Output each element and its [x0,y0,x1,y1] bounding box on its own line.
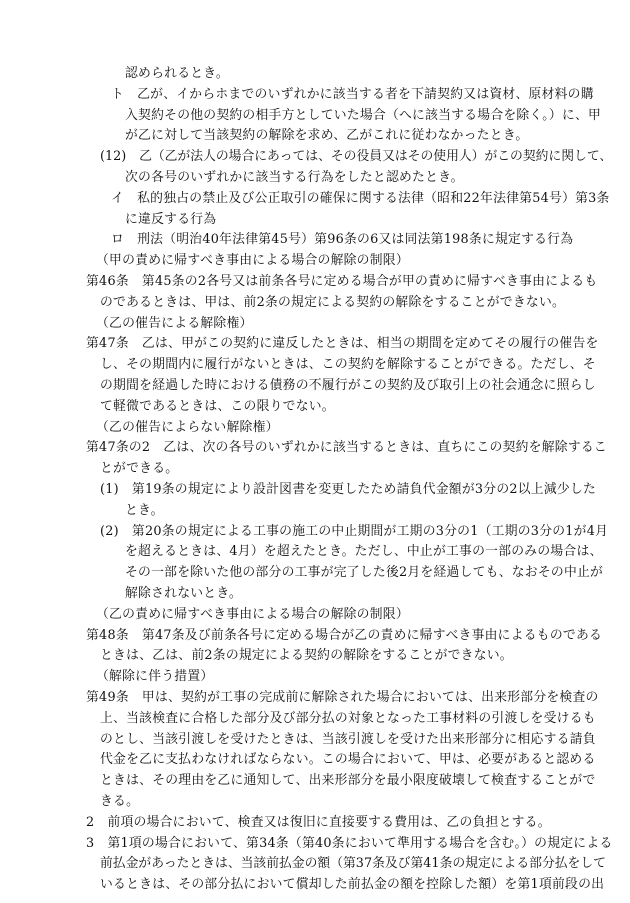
text-line: し、その期間内に履行がないときは、この契約を解除することができる。ただし、そ [100,357,596,373]
text-line: その一部を除いた他の部分の工事が完了した後2月を経過しても、なおその中止が [125,565,604,581]
text-line: ロ 刑法（明治40年法律第45号）第96条の6又は同法第198条に規定する行為 [111,232,574,248]
text-line: ト 乙が、イからホまでのいずれかに該当する者を下請契約又は資材、原材料の購 [111,86,594,102]
text-line: ときは、その理由を乙に通知して、出来形部分を最小限度破壊して検査することがで [100,773,596,789]
text-line: のであるときは、甲は、前2条の規定による契約の解除をすることができない。 [100,294,566,310]
text-line: 前払金があったときは、当該前払金の額（第37条及び第41条の規定による部分払をして [100,856,606,872]
text-line: イ 私的独占の禁止及び公正取引の確保に関する法律（昭和22年法律第54号）第3条 [111,190,610,206]
section-heading: （乙の催告によらない解除権） [96,419,279,435]
text-line: 上、当該検査に合格した部分及び部分払の対象となった工事材料の引渡しを受けるも [100,710,596,726]
text-line: きる。 [100,794,140,809]
section-heading: （乙の催告による解除権） [96,315,253,331]
text-line: の期間を経過した時における債務の不履行がこの契約及び取引上の社会通念に照らし [100,378,596,393]
text-line: 2 前項の場合において、検査又は復旧に直接要する費用は、乙の負担とする。 [86,814,551,830]
section-heading: （甲の責めに帰すべき事由による場合の解除の制限） [96,253,409,269]
text-line: のとし、当該引渡しを受けたときは、当該引渡しを受けた出来形部分に相応する請負 [100,731,596,747]
text-line: 第47条 乙は、甲がこの契約に違反したときは、相当の期間を定めてその履行の催告を [86,336,599,352]
text-line: とき。 [125,502,164,518]
text-line: 代金を乙に支払わなければならない。この場合において、甲は、必要があると認める [100,752,596,768]
text-line: 解除されないとき。 [125,586,242,601]
text-line: 第49条 甲は、契約が工事の完成前に解除された場合においては、出来形部分を検査の [86,690,599,705]
text-line: 入契約その他の契約の相手方としていた場合（へに該当する場合を除く。）に、甲 [125,107,602,123]
text-line: 第47条の2 乙は、次の各号のいずれかに該当するときは、直ちにこの契約を解除するこ [86,440,607,456]
text-line: とができる。 [100,461,179,477]
text-line: (2) 第20条の規定による工事の施工の中止期間が工期の3分の1（工期の3分の1が4月 [100,523,609,539]
text-line: 次の各号のいずれかに該当する行為をしたと認めたとき。 [125,170,464,185]
text-line: 3 第1項の場合において、第34条（第40条において準用する場合を含む。）の規定による [86,835,613,851]
text-line: を超えるときは、4月）を超えたとき。ただし、中止が工事の一部のみの場合は、 [125,544,603,560]
text-line: て軽微であるときは、この限りでない。 [100,398,335,414]
section-heading: （乙の責めに帰すべき事由による場合の解除の制限） [96,606,409,622]
text-line: (1) 第19条の規定により設計図書を変更したため請負代金額が3分の2以上減少した [100,482,597,497]
text-line: 第46条 第45条の2各号又は前条各号に定める場合が甲の責めに帰すべき事由によるも [86,274,598,289]
text-line: いるときは、その部分払において償却した前払金の額を控除した額）を第1項前段の出 [100,877,605,893]
text-line: 認められるとき。 [125,66,229,81]
section-heading: （解除に伴う措置） [96,669,214,685]
text-line: 第48条 第47条及び前条各号に定める場合が乙の責めに帰すべき事由によるものである [86,627,603,643]
text-line: に違反する行為 [125,211,217,227]
text-line: ときは、乙は、前2条の規定による契約の解除をすることができない。 [100,648,513,664]
text-line: が乙に対して当該契約の解除を求め、乙がこれに従わなかったとき。 [125,128,529,144]
text-line: (12) 乙（乙が法人の場合にあっては、その役員又はその使用人）がこの契約に関して、 [100,149,613,165]
